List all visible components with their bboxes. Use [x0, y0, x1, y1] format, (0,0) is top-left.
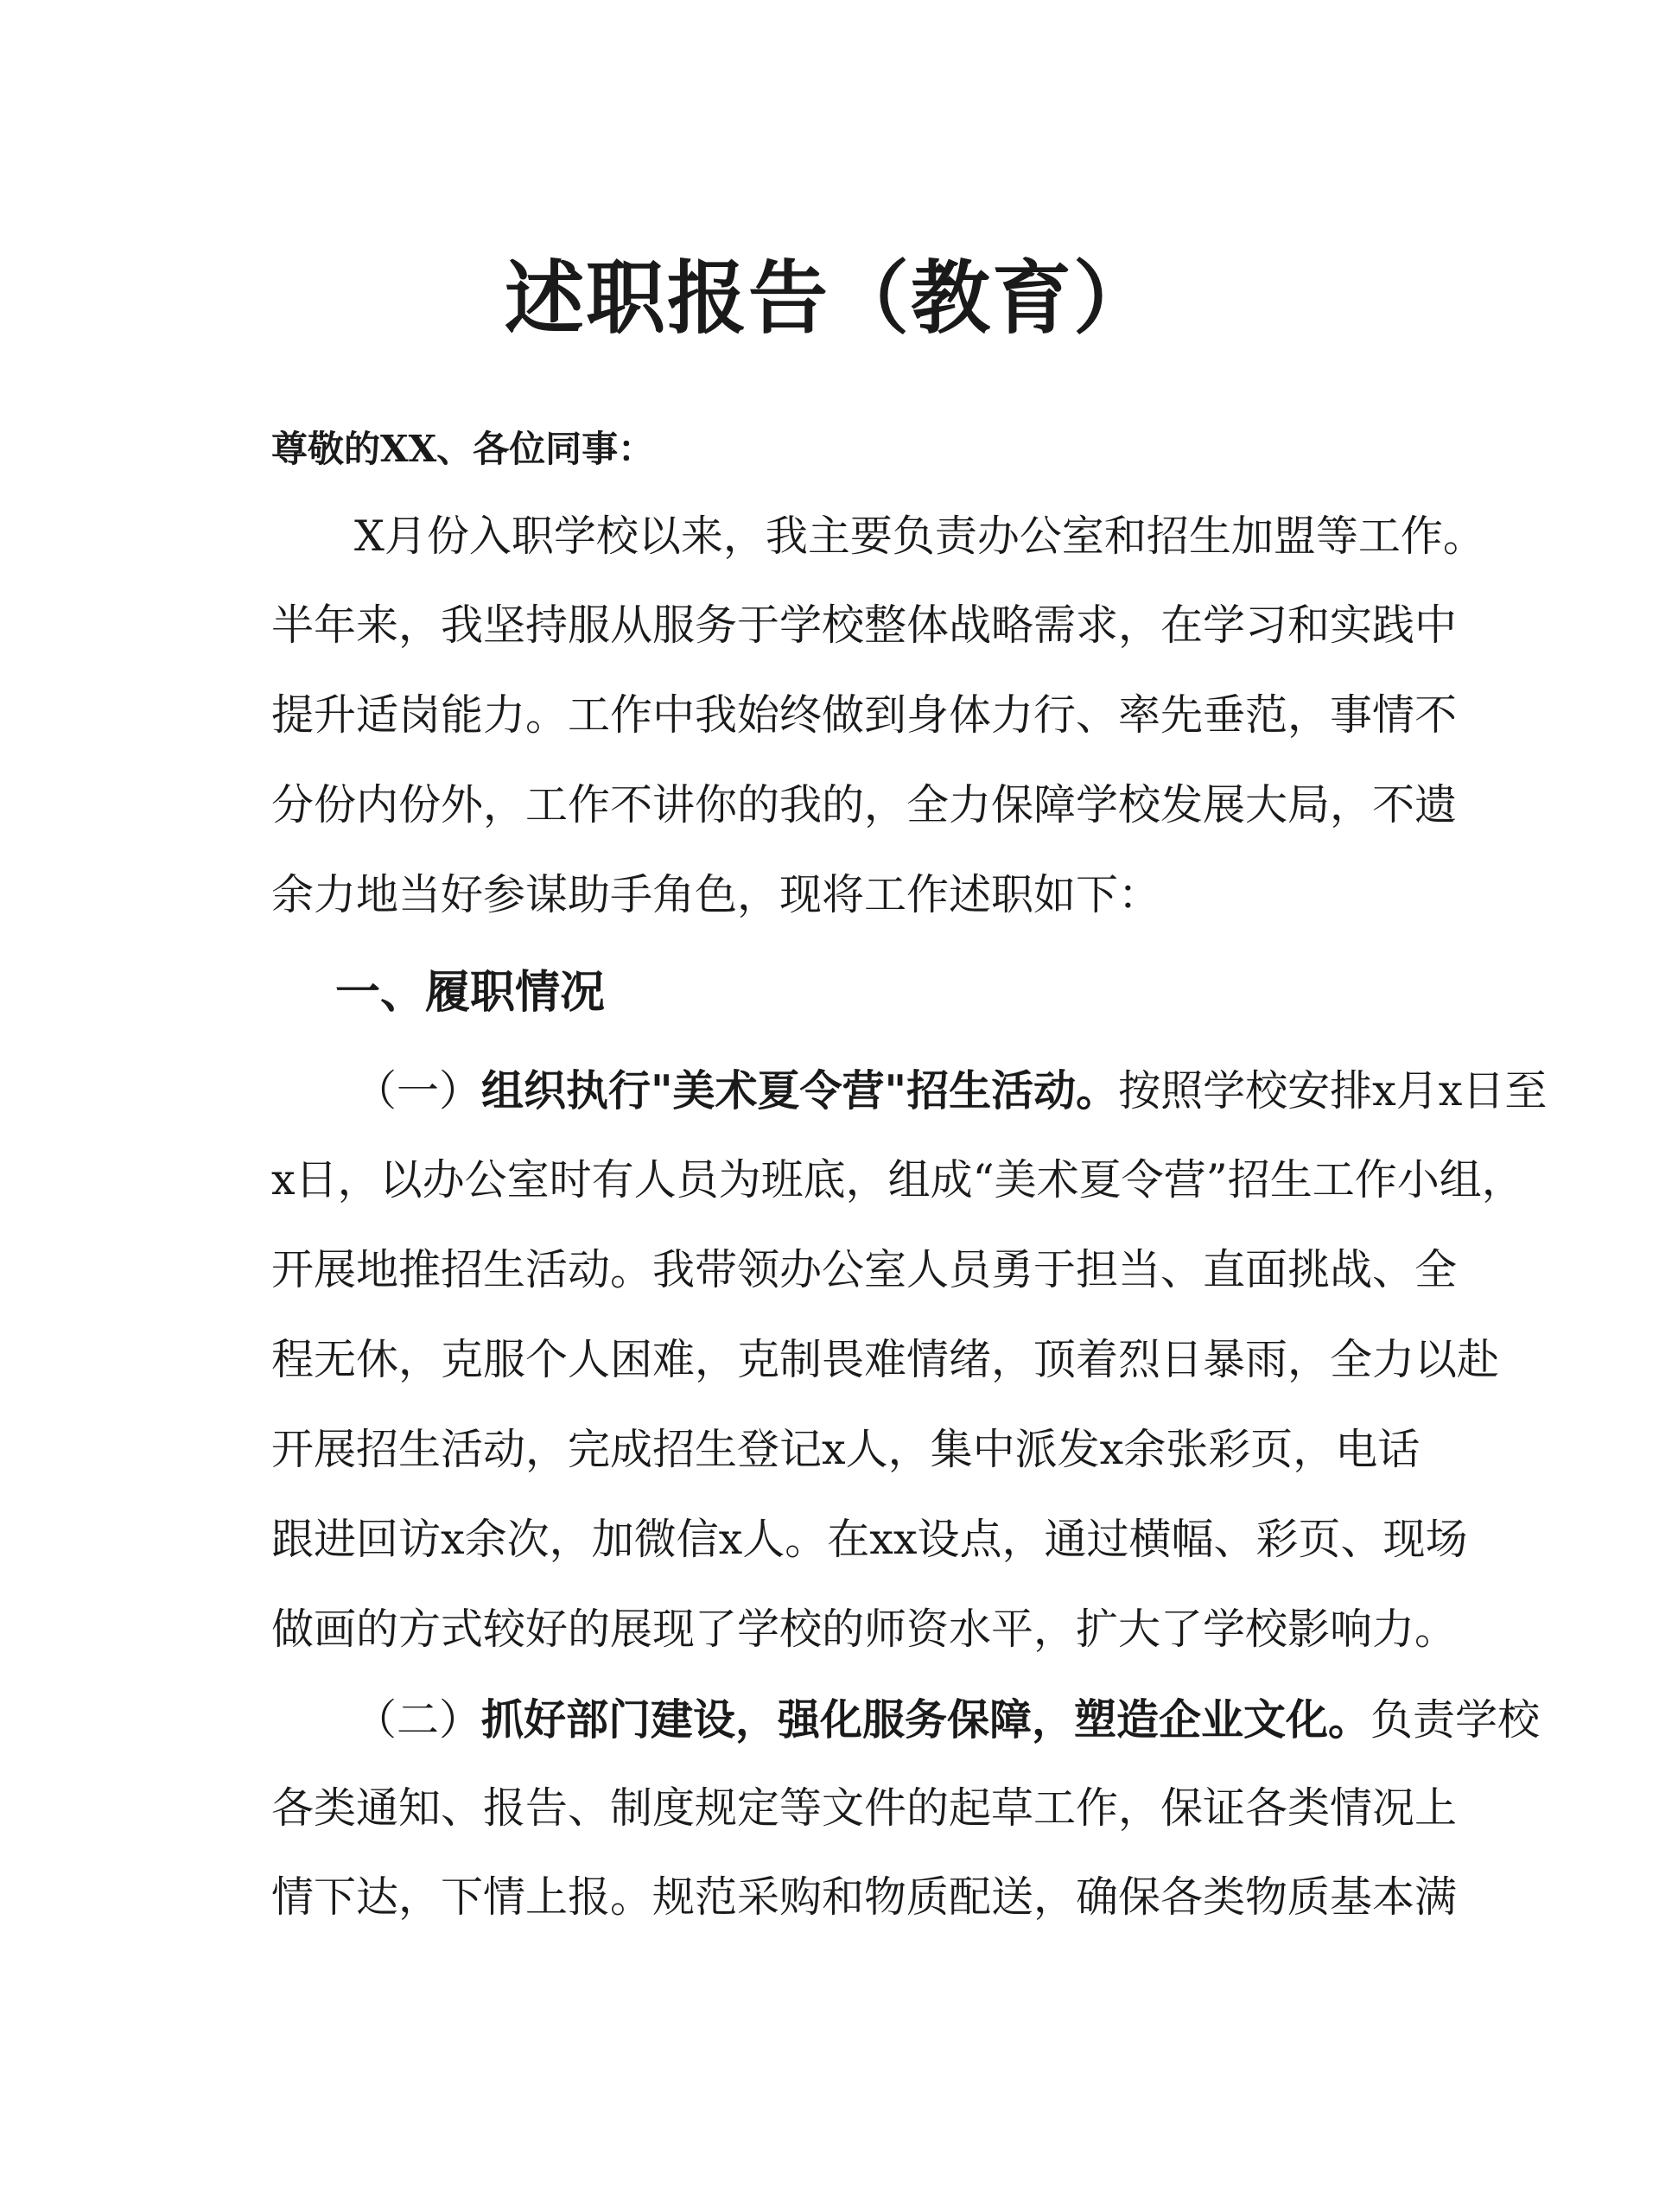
intro-line: 半年来，我坚持服从服务于学校整体战略需求，在学习和实践中	[271, 601, 1458, 650]
intro-line: 分份内份外，工作不讲你的我的，全力保障学校发展大局，不遗	[271, 780, 1458, 830]
subsection-title: 组织执行"美术夏令营"招生活动。	[481, 1065, 1119, 1116]
intro-line: X月份入职学校以来，我主要负责办公室和招生加盟等工作。	[354, 512, 1485, 561]
body-line: 跟进回访x余次，加微信x人。在xx设点，通过横幅、彩页、现场	[271, 1515, 1468, 1564]
subsection-number: （二）	[354, 1695, 482, 1745]
subsection-2-first-line	[354, 1675, 1541, 1764]
body-line: 开展招生活动，完成招生登记x人，集中派发x余张彩页，电话	[271, 1425, 1421, 1474]
body-line: 各类通知、报告、制度规定等文件的起草工作，保证各类情况上	[271, 1783, 1458, 1833]
subsection-number: （一）	[354, 1066, 482, 1116]
body-line: 情下达，下情上报。规范采购和物质配送，确保各类物质基本满	[271, 1872, 1458, 1922]
subsection-1-first-line	[354, 1046, 1548, 1135]
subsection-text: 负责学校	[1370, 1695, 1541, 1745]
intro-line: 余力地当好参谋助手角色，现将工作述职如下：	[271, 870, 1161, 919]
body-line: 做画的方式较好的展现了学校的师资水平，扩大了学校影响力。	[271, 1605, 1458, 1654]
document-title: 述职报告（教育）	[504, 251, 1154, 345]
subsection-text: 按照学校安排x月x日至	[1118, 1066, 1548, 1116]
body-line: x日，以办公室时有人员为班底，组成“美术夏令营”招生工作小组，	[271, 1155, 1524, 1205]
body-line: 开展地推招生活动。我带领办公室人员勇于担当、直面挑战、全	[271, 1245, 1458, 1294]
subsection-title: 抓好部门建设，强化服务保障，塑造企业文化。	[481, 1694, 1371, 1745]
section-heading: 一、履职情况	[335, 966, 606, 1019]
body-line: 程无休，克服个人困难，克制畏难情绪，顶着烈日暴雨，全力以赴	[271, 1335, 1500, 1384]
intro-line: 提升适岗能力。工作中我始终做到身体力行、率先垂范，事情不	[271, 690, 1458, 740]
salutation: 尊敬的XX、各位同事：	[271, 428, 655, 470]
